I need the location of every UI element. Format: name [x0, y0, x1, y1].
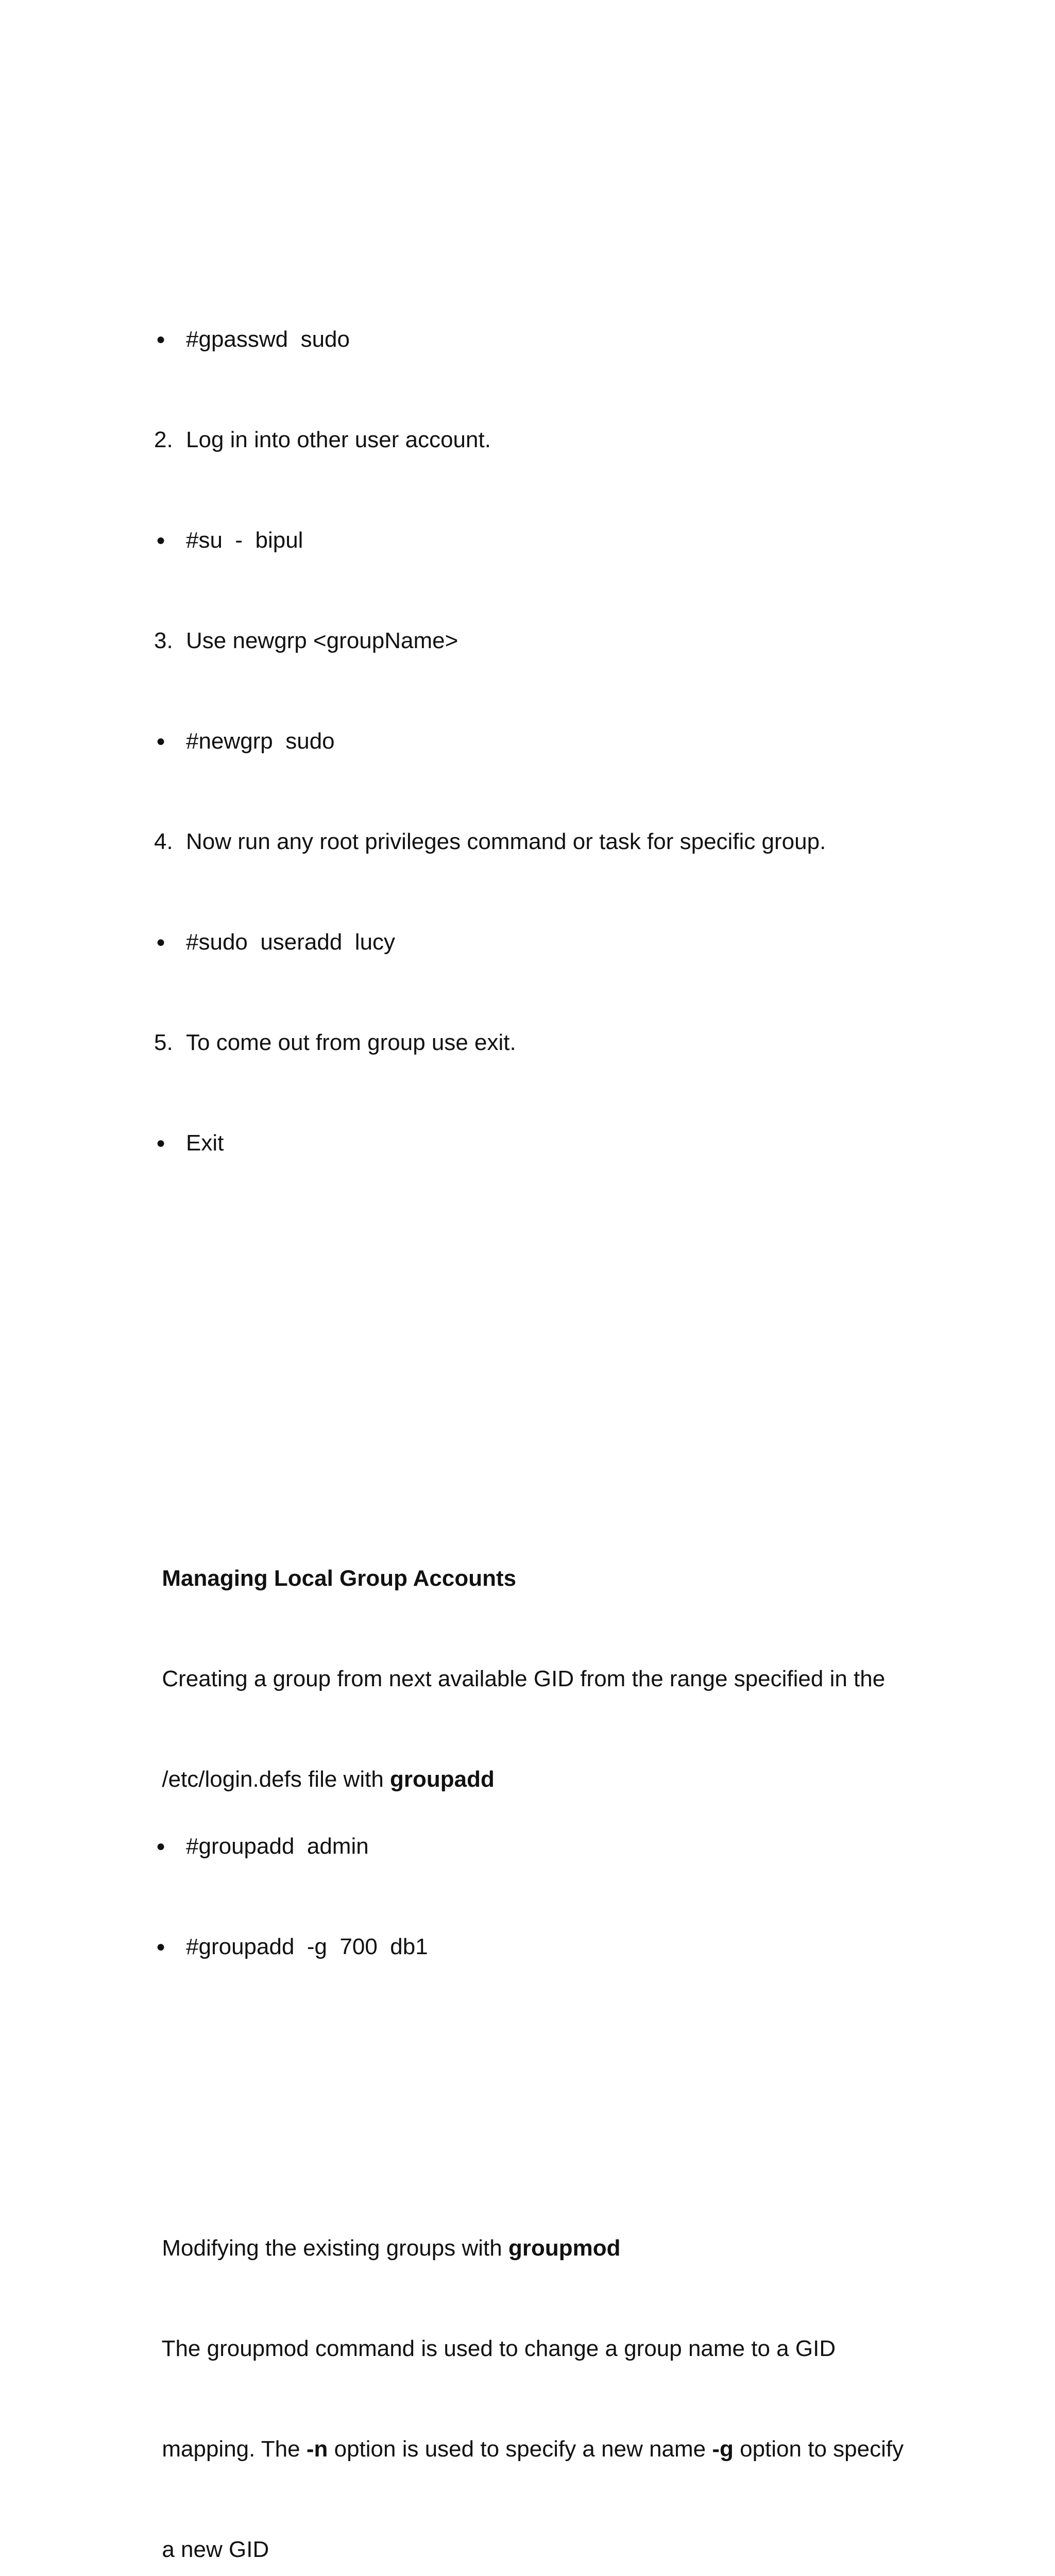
paragraph-line	[124, 1729, 948, 1792]
groupmod-keyword: groupmod	[508, 2235, 621, 2261]
paragraph-line	[124, 2499, 948, 2562]
modify-detail: The groupmod command is used to change a group name to a GID	[161, 2336, 836, 2361]
step-number: 5.	[154, 1030, 173, 1055]
modify-detail-part: option to specify	[733, 2436, 904, 2462]
command-text: Exit	[186, 1130, 224, 1156]
list-item	[124, 925, 948, 959]
command-text: #sudo useradd lucy	[186, 929, 396, 955]
list-item	[124, 1126, 948, 1160]
paragraph-line	[124, 2198, 948, 2261]
bullet-marker: ●	[156, 1838, 166, 1855]
step-text: Now run any root privileges command or task for specific group.	[186, 829, 826, 854]
command-text: #gpasswd sudo	[186, 327, 350, 352]
bullet-marker: ●	[156, 1938, 166, 1955]
n-option: -n	[306, 2436, 328, 2462]
document-content	[124, 122, 948, 2576]
list-item	[124, 423, 948, 456]
bullet-marker: ●	[156, 1134, 166, 1151]
bullet-marker: ●	[156, 532, 166, 549]
list-item	[124, 724, 948, 758]
step-text: Use newgrp <groupName>	[186, 628, 458, 653]
bullet-marker: ●	[156, 331, 166, 348]
step-text: To come out from group use exit.	[186, 1030, 516, 1055]
g-option: -g	[712, 2436, 734, 2462]
list-item	[124, 825, 948, 858]
paragraph-line	[124, 2399, 948, 2462]
steps-list	[124, 256, 948, 1227]
bullet-marker: ●	[156, 934, 166, 951]
section-heading-text: Managing Local Group Accounts	[162, 1566, 517, 1591]
paragraph-line	[124, 2298, 948, 2361]
paragraph-line	[124, 1629, 948, 1691]
section-heading	[124, 1528, 948, 1591]
modify-description: Modifying the existing groups with	[162, 2235, 508, 2261]
list-item	[124, 523, 948, 557]
list-item	[124, 1829, 948, 1863]
modify-detail-part: mapping. The	[162, 2436, 307, 2462]
bullet-marker: ●	[156, 733, 166, 750]
groupadd-keyword: groupadd	[390, 1767, 495, 1792]
list-item	[124, 1930, 948, 1963]
modify-detail-end: a new GID	[162, 2537, 269, 2562]
list-item	[124, 624, 948, 657]
blank-space	[124, 1327, 948, 1394]
step-text: Log in into other user account.	[186, 427, 491, 452]
create-description-cont: /etc/login.defs file with	[162, 1767, 390, 1792]
command-text: #groupadd -g 700 db1	[186, 1934, 428, 1959]
modify-detail-part: option is used to specify a new name	[328, 2436, 712, 2462]
command-text: #groupadd admin	[186, 1834, 369, 1859]
create-description: Creating a group from next available GID from the range specified in the	[162, 1666, 886, 1691]
list-item	[124, 323, 948, 356]
step-number: 2.	[154, 427, 173, 452]
blank-space	[124, 2064, 948, 2097]
command-text: #newgrp sudo	[186, 728, 335, 754]
step-number: 4.	[154, 829, 173, 854]
step-number: 3.	[154, 628, 173, 653]
command-text: #su - bipul	[186, 528, 303, 553]
list-item	[124, 1026, 948, 1059]
